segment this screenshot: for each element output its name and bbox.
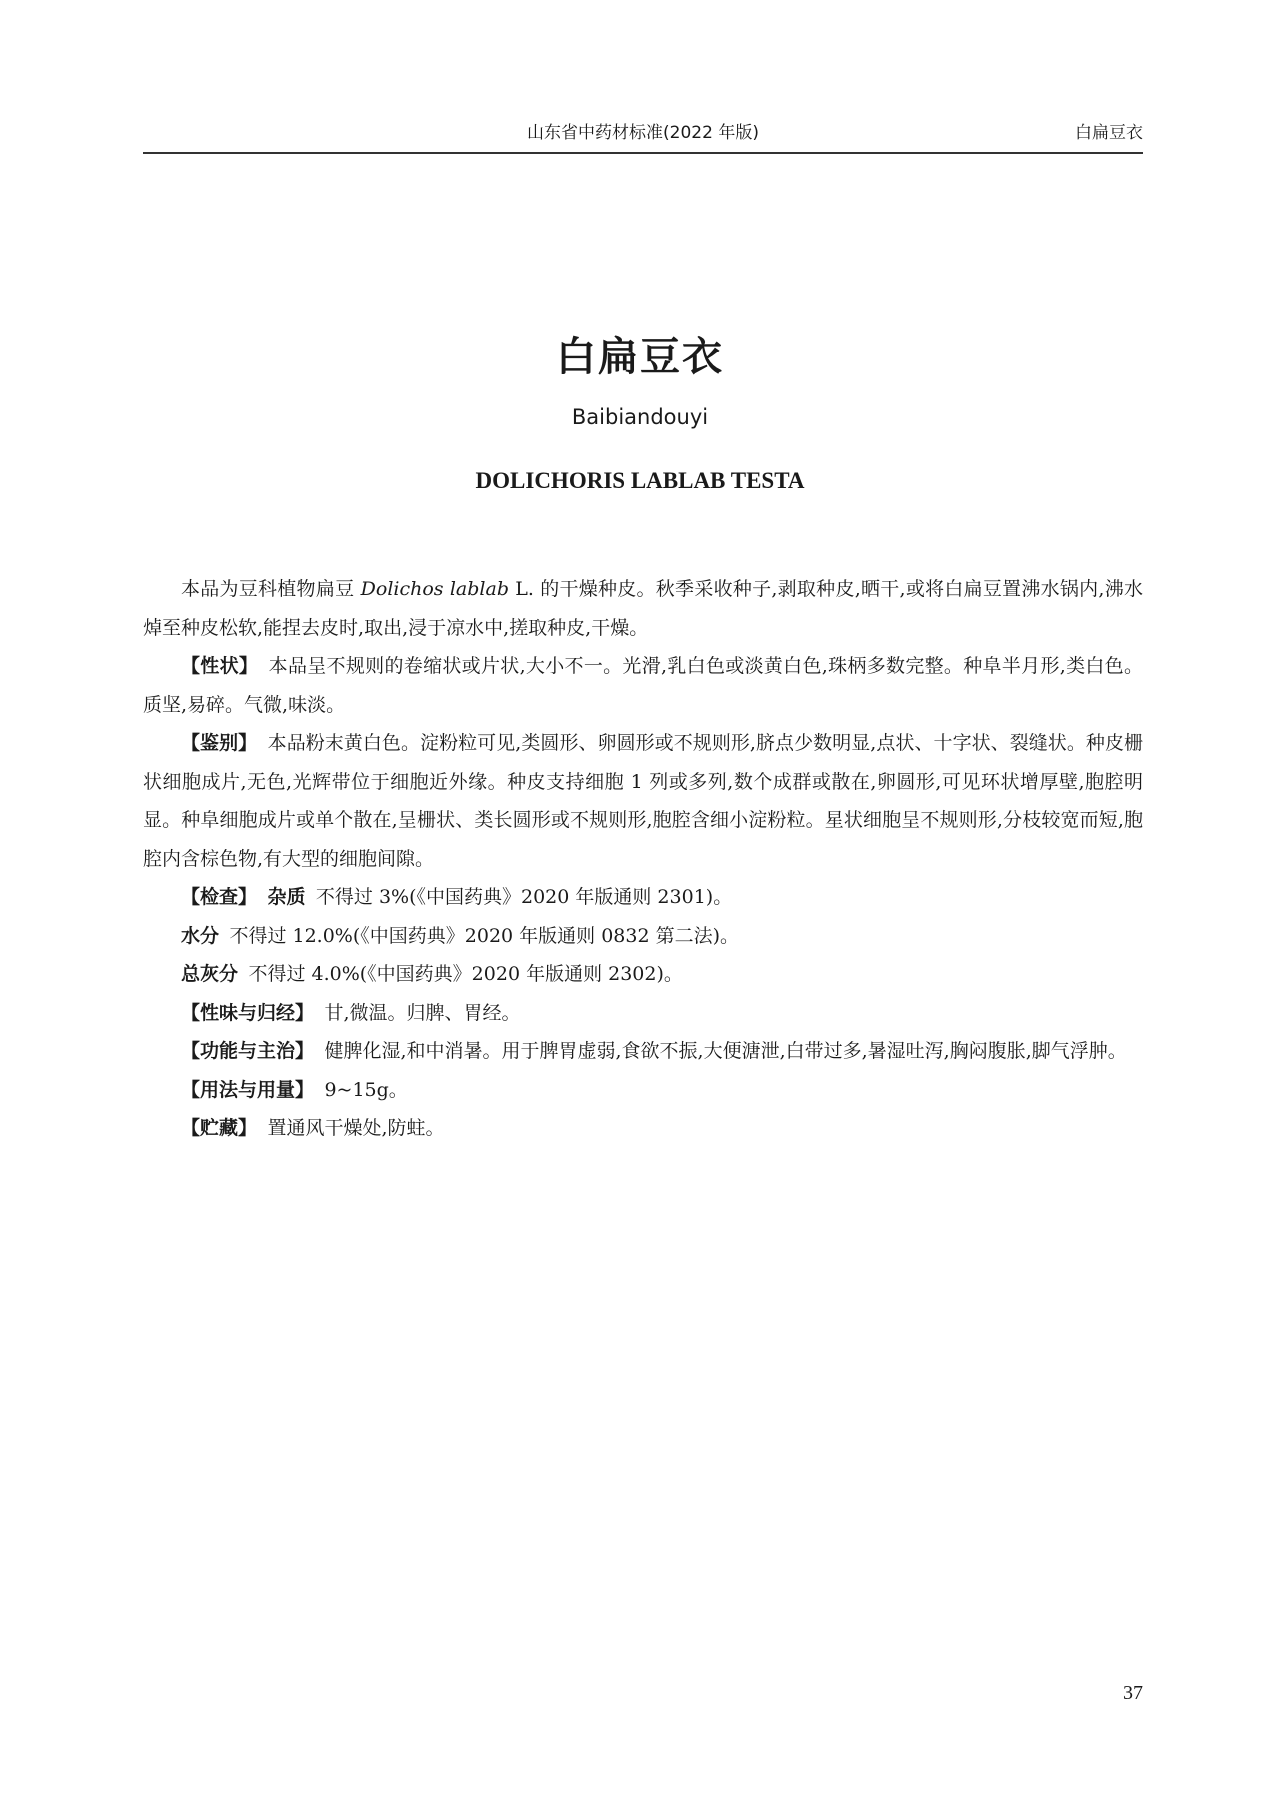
monograph-body [143, 570, 1143, 1148]
check-item-text: 不得过 12.0%(《中国药典》2020 年版通则 0832 第二法)。 [229, 924, 740, 947]
section-label: 【性状】 [181, 655, 259, 677]
latin-name: DOLICHORIS LABLAB TESTA [475, 468, 805, 493]
intro-before: 本品为豆科植物扁豆 [181, 578, 355, 600]
check-item-text: 不得过 3%(《中国药典》2020 年版通则 2301)。 [315, 886, 733, 908]
check-item-name: 杂质 [267, 886, 306, 908]
section-text: 9~15g。 [324, 1078, 408, 1101]
section-label: 【贮藏】 [181, 1117, 258, 1139]
section-xingwei [143, 994, 1143, 1033]
section-label: 【功能与主治】 [181, 1040, 315, 1062]
intro-after: L. 的干燥种皮。秋季采收种子,剥取种皮,晒干,或将白扁豆置沸水锅内,沸水焯至种皮松软,能捏去皮时,取出,浸于凉水中,搓取种皮,干燥。 [143, 578, 1143, 639]
page-number: 37 [1123, 1682, 1143, 1704]
running-header [143, 108, 1143, 154]
section-text: 健脾化湿,和中消暑。用于脾胃虚弱,食欲不振,大便溏泄,白带过多,暑湿吐泻,胸闷腹胀,脚气浮肿。 [324, 1040, 1127, 1062]
section-text: 本品呈不规则的卷缩状或片状,大小不一。光滑,乳白色或淡黄白色,珠柄多数完整。种阜半月形,类白色。质坚,易碎。气微,味淡。 [143, 655, 1143, 716]
entry-name: 白扁豆衣 [1075, 123, 1143, 143]
section-label: 【检查】 [181, 886, 258, 908]
book-title: 山东省中药材标准(2022 年版) [527, 123, 759, 143]
species-name: Dolichos lablab [360, 578, 509, 600]
check-item-name: 总灰分 [181, 963, 239, 985]
section-text: 置通风干燥处,防蛀。 [267, 1117, 445, 1139]
section-label: 【用法与用量】 [181, 1078, 315, 1101]
section-text: 本品粉末黄白色。淀粉粒可见,类圆形、卵圆形或不规则形,脐点少数明显,点状、十字状、裂缝状。种皮栅状细胞成片,无色,光辉带位于细胞近外缘。种皮支持细胞 1 列或多列,数个成群或散在,卵圆形,可见环状增厚壁,胞腔明显。种阜细胞成片或单个散在,呈栅状、类长圆形或不规则形,胞腔含细小淀粉粒。星状细胞呈不规则形,分枝较宽而短,胞腔内含棕色物,有大型的细胞间隙。 [143, 732, 1143, 870]
section-jiancha [143, 878, 1143, 917]
check-item-ash [143, 955, 1143, 994]
section-zhucang [143, 1109, 1143, 1148]
check-item-moisture [143, 917, 1143, 956]
check-item-text: 不得过 4.0%(《中国药典》2020 年版通则 2302)。 [248, 963, 683, 985]
section-label: 【鉴别】 [181, 732, 258, 754]
section-yongfa [143, 1071, 1143, 1110]
intro-paragraph [143, 570, 1143, 647]
main-title: 白扁豆衣 [556, 334, 724, 380]
check-item-name: 水分 [181, 924, 220, 947]
section-gongneng [143, 1032, 1143, 1071]
pinyin-name: Baibiandouyi [571, 405, 709, 429]
section-xingzhuang [143, 647, 1143, 724]
section-text: 甘,微温。归脾、胃经。 [324, 1001, 521, 1024]
section-jianbie [143, 724, 1143, 878]
section-label: 【性味与归经】 [181, 1001, 315, 1024]
